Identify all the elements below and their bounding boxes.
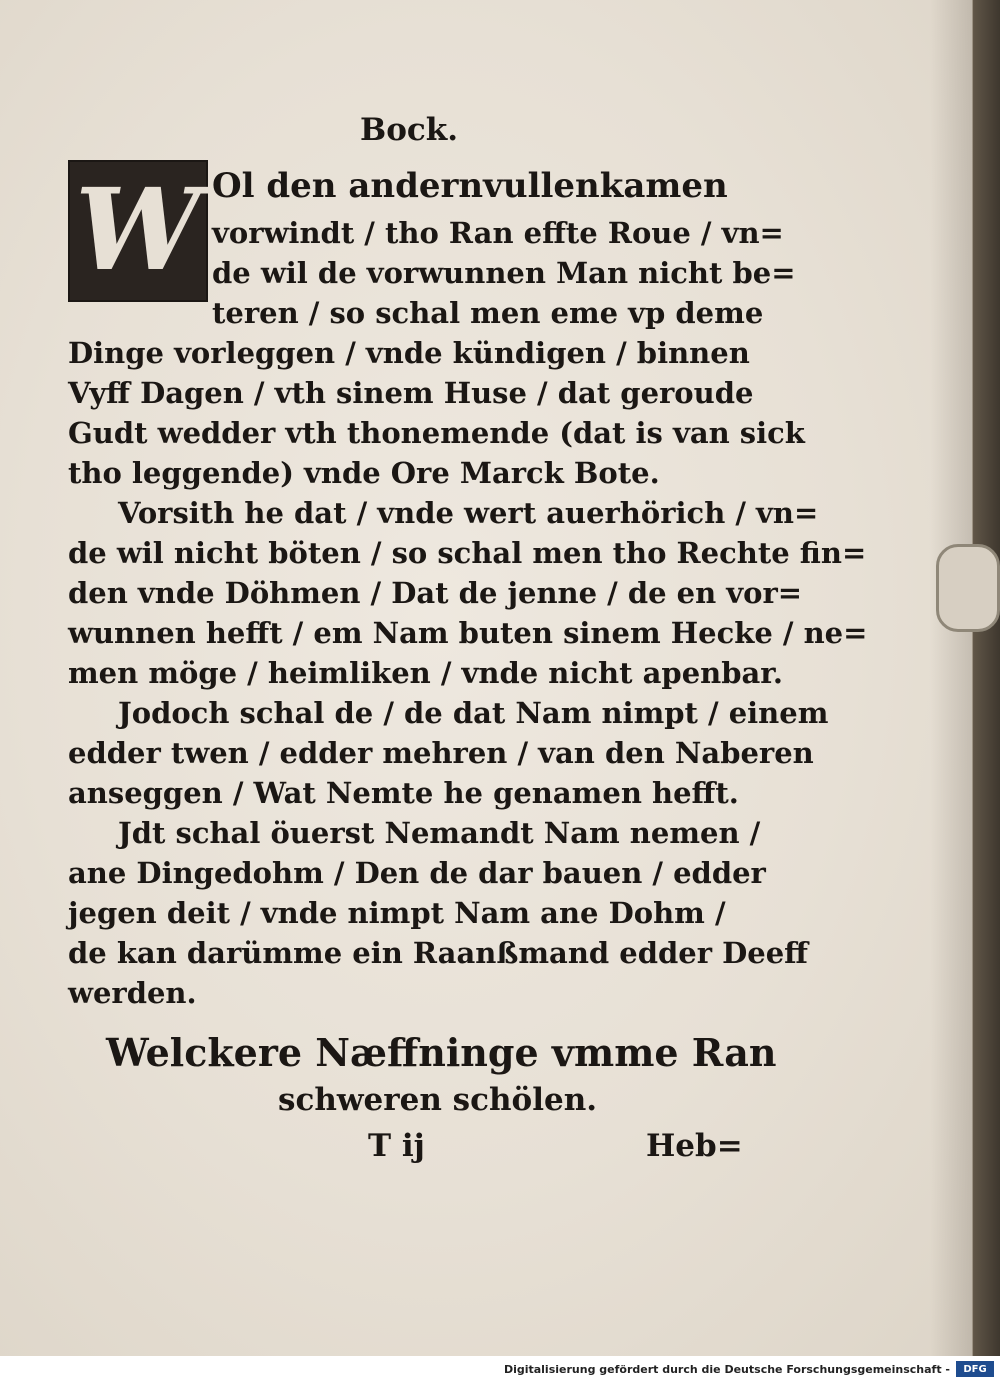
section-subheading: schweren schölen. — [278, 1082, 598, 1118]
text-line-18: ane Dingedohm / Den de dar bauen / edder — [68, 856, 766, 890]
text-line-10: de wil nicht böten / so schal men tho Rechte fin= — [68, 536, 867, 570]
text-line-5: Dinge vorleggen / vnde kündigen / binnen — [68, 336, 750, 370]
text-line-6: Vyff Dagen / vth sinem Huse / dat geroude — [68, 376, 754, 410]
page-shadow — [930, 0, 972, 1356]
book-clasp — [936, 544, 1000, 632]
text-line-11: den vnde Döhmen / Dat de jenne / de en vor= — [68, 576, 803, 610]
text-line-4: teren / so schal men eme vp deme — [212, 296, 764, 330]
decorated-initial — [68, 160, 208, 302]
text-line-13: men möge / heimliken / vnde nicht apenbar. — [68, 656, 784, 690]
text-line-15: edder twen / edder mehren / van den Naberen — [68, 736, 814, 770]
catchword: Heb= — [646, 1128, 743, 1164]
footer-credit-text: Digitalisierung gefördert durch die Deutsche Forschungsgemeinschaft - — [503, 1363, 950, 1376]
text-line-12: wunnen hefft / em Nam buten sinem Hecke / ne= — [68, 616, 868, 650]
text-line-14: Jodoch schal de / de dat Nam nimpt / einem — [118, 696, 829, 730]
text-line-2: vorwindt / tho Ran effte Roue / vn= — [212, 216, 784, 250]
text-line-17: Jdt schal öuerst Nemandt Nam nemen / — [118, 816, 761, 850]
text-line-8: tho leggende) vnde Ore Marck Bote. — [68, 456, 660, 490]
text-line-16: anseggen / Wat Nemte he genamen hefft. — [68, 776, 739, 810]
text-line-3: de wil de vorwunnen Man nicht be= — [212, 256, 796, 290]
text-line-21: werden. — [68, 976, 197, 1010]
running-head: Bock. — [360, 112, 459, 148]
signature-mark: T ij — [368, 1128, 425, 1164]
text-line-7: Gudt wedder vth thonemende (dat is van sick — [68, 416, 805, 450]
digitization-footer — [0, 1356, 1000, 1383]
text-line-1: Ol den andernvullenkamen — [212, 166, 728, 206]
text-line-9: Vorsith he dat / vnde wert auerhörich / vn= — [118, 496, 819, 530]
text-line-20: de kan darümme ein Raanßmand edder Deeff — [68, 936, 808, 970]
dfg-logo: DFG — [956, 1361, 994, 1377]
section-heading: Welckere Næffninge vmme Ran — [106, 1030, 777, 1075]
text-line-19: jegen deit / vnde nimpt Nam ane Dohm / — [68, 896, 726, 930]
initial-letter: W — [75, 165, 201, 296]
